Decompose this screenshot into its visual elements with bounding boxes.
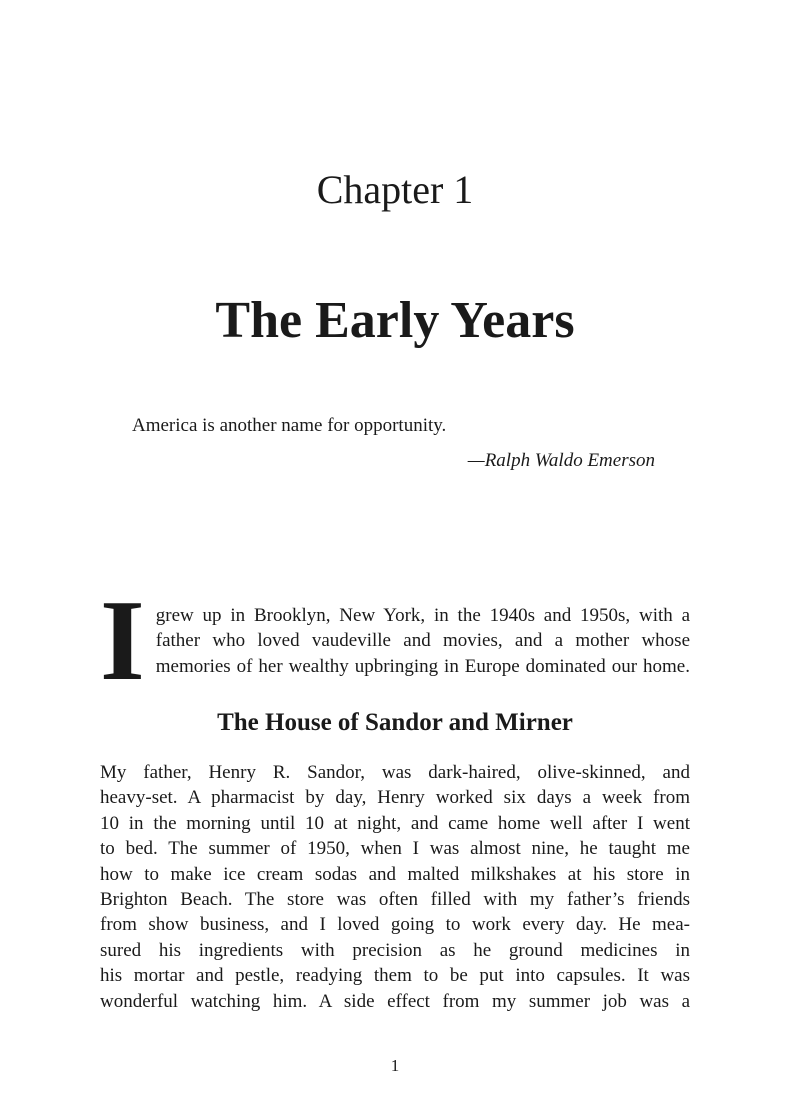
section-heading: The House of Sandor and Mirner xyxy=(217,709,573,736)
chapter-title: The Early Years xyxy=(215,292,575,349)
text-line: to bed. The summer of 1950, when I was almost nine, he taught me xyxy=(100,838,690,860)
text-line: sured his ingredients with precision as he ground medicines in xyxy=(100,939,690,961)
text-line: My father, Henry R. Sandor, was dark-haired, olive-skinned, and xyxy=(100,762,690,783)
body-paragraph xyxy=(100,760,690,1014)
text-line: wonderful watching him. A side effect from my summer job was a xyxy=(100,990,690,1012)
text-line: memories of her wealthy upbringing in Europe dominated our home. xyxy=(155,655,690,677)
text-line: 10 in the morning until 10 at night, and came home well after I went xyxy=(100,812,690,834)
chapter-number-heading: Chapter 1 xyxy=(316,167,474,212)
text-line: father who loved vaudeville and movies, and a mother whose xyxy=(155,630,690,652)
drop-cap: I xyxy=(100,577,145,704)
text-line: grew up in Brooklyn, New York, in the 1940s and 1950s, with a xyxy=(155,605,690,626)
page-number: 1 xyxy=(390,1056,400,1075)
opening-paragraph xyxy=(100,577,690,704)
opening-paragraph-text xyxy=(156,603,690,679)
text-line: how to make ice cream sodas and malted milkshakes at his store in xyxy=(100,863,690,885)
epigraph-attribution: —Ralph Waldo Emerson xyxy=(467,450,655,471)
text-line: Brighton Beach. The store was often filled with my father’s friends xyxy=(100,889,690,911)
epigraph-quote: America is another name for opportunity. xyxy=(132,415,447,436)
text-line: from show business, and I loved going to work every day. He mea- xyxy=(100,914,690,936)
text-line: his mortar and pestle, readying them to be put into capsules. It was xyxy=(100,965,690,987)
text-line: heavy-set. A pharmacist by day, Henry worked six days a week from xyxy=(100,787,690,809)
